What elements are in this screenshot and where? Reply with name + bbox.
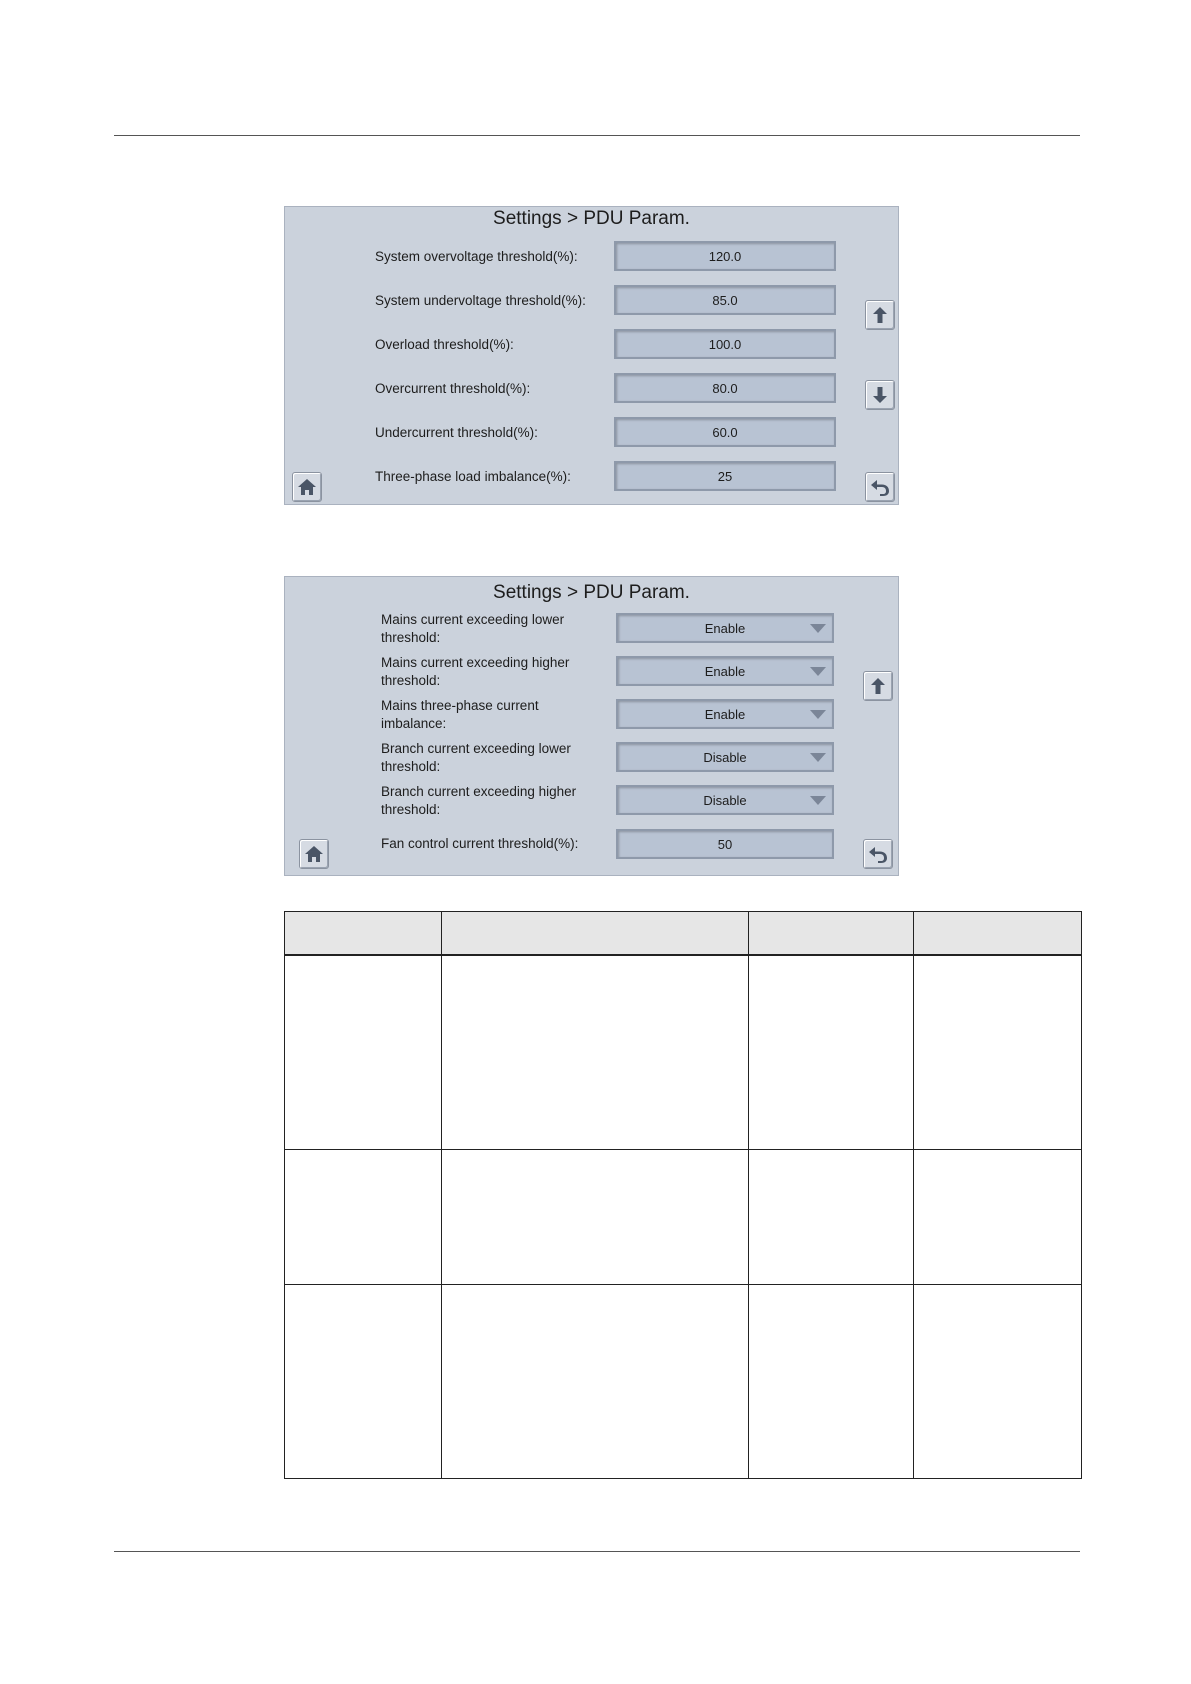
row-label: Fan control current threshold(%): (381, 836, 579, 851)
screen-title: Settings > PDU Param. (493, 582, 690, 603)
fan-control-threshold-field[interactable]: 50 (616, 829, 834, 859)
dropdown-arrow-icon (810, 796, 826, 805)
home-button[interactable] (292, 472, 322, 502)
pdu-param-screen-2 (284, 576, 899, 876)
row-label (381, 697, 539, 733)
dropdown-value: Disable (703, 749, 747, 765)
table-cell (749, 955, 914, 1149)
label-line: threshold: (381, 673, 441, 688)
table-cell (914, 955, 1082, 1149)
label-line: Branch current exceeding lower (381, 741, 571, 756)
table-header-cell (914, 912, 1082, 956)
parameter-table (284, 911, 1082, 1479)
dropdown-value: Enable (704, 706, 746, 722)
table-cell (442, 1284, 749, 1478)
branch-higher-threshold-dropdown[interactable] (616, 785, 834, 815)
home-icon (304, 845, 324, 863)
pdu-param-screen-1 (284, 206, 899, 505)
screen-title: Settings > PDU Param. (493, 208, 690, 229)
overvoltage-threshold-field[interactable]: 120.0 (614, 241, 836, 271)
table-header-row (285, 912, 1082, 956)
dropdown-value: Disable (703, 792, 747, 808)
label-line: imbalance: (381, 716, 447, 731)
table-cell (442, 1149, 749, 1284)
row-label: Undercurrent threshold(%): (375, 425, 538, 440)
table-cell (914, 1149, 1082, 1284)
table-cell (285, 955, 442, 1149)
home-icon (297, 478, 317, 496)
table-header-cell (442, 912, 749, 956)
back-icon (868, 845, 888, 863)
table-cell (749, 1149, 914, 1284)
table-cell (285, 1149, 442, 1284)
footer-rule (114, 1551, 1080, 1552)
scroll-down-button[interactable] (865, 380, 895, 410)
back-button[interactable] (863, 839, 893, 869)
table-cell (914, 1284, 1082, 1478)
dropdown-arrow-icon (810, 624, 826, 633)
table-row (285, 1284, 1082, 1478)
table-row (285, 1149, 1082, 1284)
row-label: Three-phase load imbalance(%): (375, 469, 571, 484)
header-rule (114, 135, 1080, 136)
mains-higher-threshold-dropdown[interactable] (616, 656, 834, 686)
row-label (381, 740, 571, 776)
load-imbalance-field[interactable]: 25 (614, 461, 836, 491)
undervoltage-threshold-field[interactable]: 85.0 (614, 285, 836, 315)
mains-imbalance-dropdown[interactable] (616, 699, 834, 729)
label-line: Mains current exceeding higher (381, 655, 570, 670)
table-cell (442, 955, 749, 1149)
back-button[interactable] (865, 472, 895, 502)
row-label: Overload threshold(%): (375, 337, 514, 352)
scroll-up-button[interactable] (863, 671, 893, 701)
label-line: Mains current exceeding lower (381, 612, 565, 627)
arrow-down-icon (872, 386, 888, 404)
dropdown-arrow-icon (810, 710, 826, 719)
label-line: threshold: (381, 802, 441, 817)
label-line: Branch current exceeding higher (381, 784, 577, 799)
table-cell (285, 1284, 442, 1478)
overload-threshold-field[interactable]: 100.0 (614, 329, 836, 359)
table-header-cell (749, 912, 914, 956)
branch-lower-threshold-dropdown[interactable] (616, 742, 834, 772)
row-label (381, 783, 576, 819)
row-label (381, 611, 564, 647)
arrow-up-icon (872, 306, 888, 324)
mains-lower-threshold-dropdown[interactable] (616, 613, 834, 643)
dropdown-arrow-icon (810, 667, 826, 676)
label-line: threshold: (381, 630, 441, 645)
row-label: Overcurrent threshold(%): (375, 381, 531, 396)
overcurrent-threshold-field[interactable]: 80.0 (614, 373, 836, 403)
label-line: Mains three-phase current (381, 698, 539, 713)
dropdown-value: Enable (704, 620, 746, 636)
row-label (381, 654, 569, 690)
table-cell (749, 1284, 914, 1478)
table-header-cell (285, 912, 442, 956)
label-line: threshold: (381, 759, 441, 774)
scroll-up-button[interactable] (865, 300, 895, 330)
home-button[interactable] (299, 839, 329, 869)
back-icon (870, 478, 890, 496)
undercurrent-threshold-field[interactable]: 60.0 (614, 417, 836, 447)
dropdown-value: Enable (704, 663, 746, 679)
arrow-up-icon (870, 677, 886, 695)
table-row (285, 955, 1082, 1149)
row-label: System undervoltage threshold(%): (375, 293, 586, 308)
dropdown-arrow-icon (810, 753, 826, 762)
row-label: System overvoltage threshold(%): (375, 249, 578, 264)
